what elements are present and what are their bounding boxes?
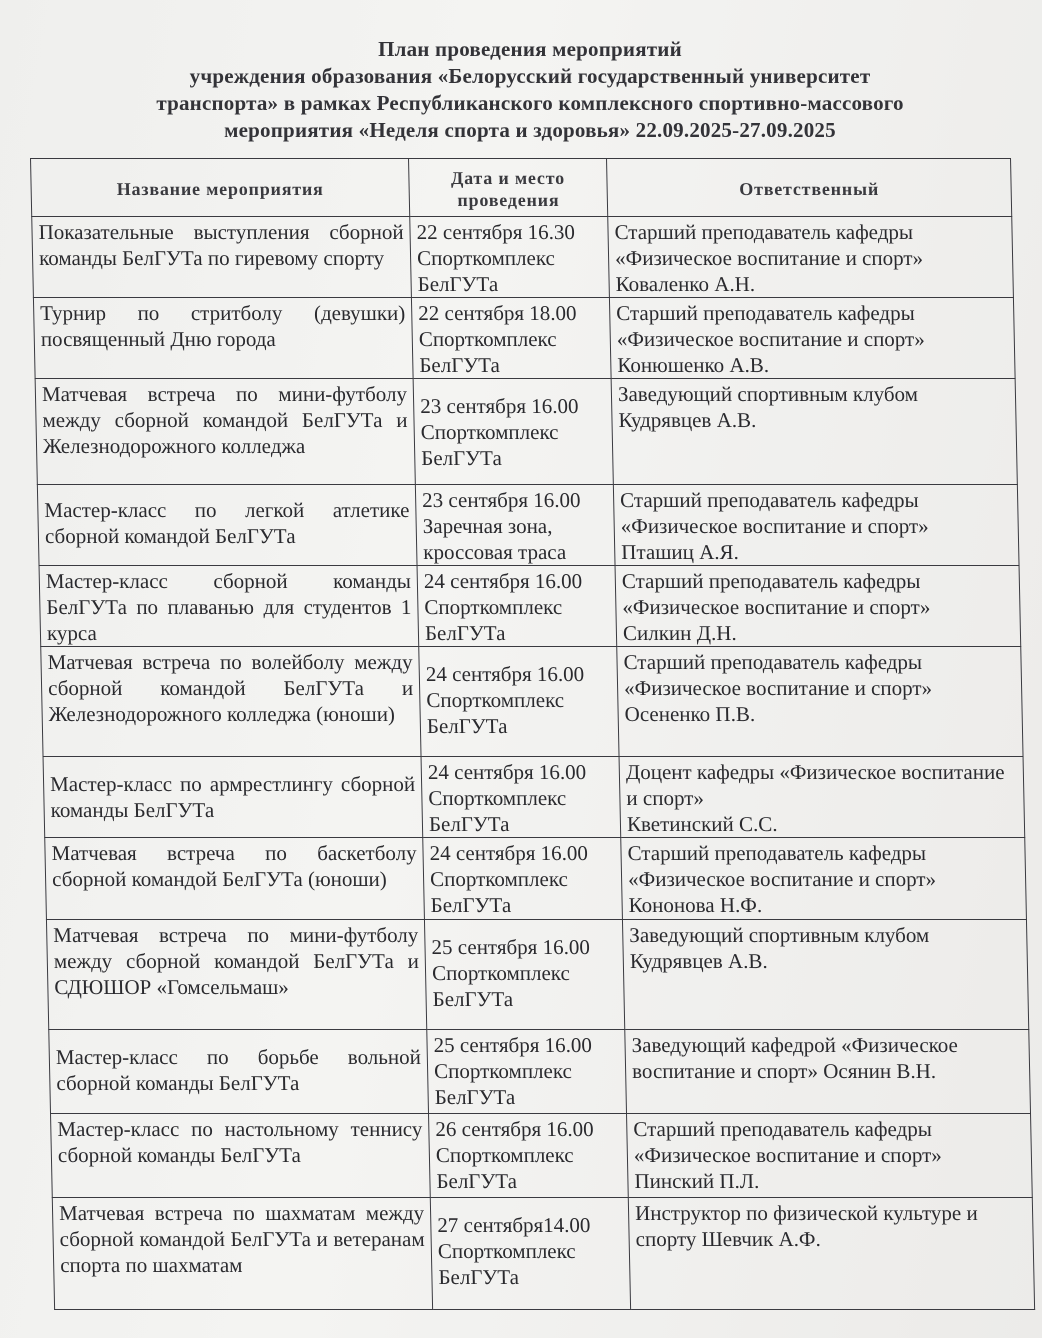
event-date: 24 сентября 16.00: [427, 760, 587, 784]
event-place: Спорткомплекс БелГУТа: [416, 246, 556, 296]
event-place: Спорткомплекс БелГУТа: [426, 688, 565, 738]
table-header-row: [31, 159, 1012, 217]
event-place: Спорткомплекс БелГУТа: [428, 786, 567, 836]
document-title: [60, 36, 1000, 144]
responsible-name: Осянин В.Н.: [822, 1059, 937, 1083]
event-date: 23 сентября 16.00: [419, 394, 579, 418]
event-responsible: [617, 647, 1023, 757]
event-date-place: [413, 379, 613, 485]
event-name: Турнир по стритболу (девушки) посвященный Дню города: [33, 298, 413, 379]
responsible-position: Доцент кафедры «Физическое воспитание и спорт»: [625, 760, 1005, 810]
responsible-name: Силкин Д.Н.: [622, 621, 737, 645]
event-place: Спорткомплекс БелГУТа: [435, 1143, 574, 1193]
event-date: 26 сентября 16.00: [435, 1117, 594, 1141]
event-date-place: [417, 566, 617, 647]
event-place: Спорткомплекс БелГУТа: [418, 327, 557, 377]
event-name: Показательные выступления сборной команды БелГУТа по гиревому спорту: [32, 217, 412, 298]
event-date-place: [424, 920, 624, 1030]
event-date: 23 сентября 16.00: [421, 488, 581, 512]
responsible-name: Коваленко А.Н.: [615, 272, 756, 296]
event-place: Спорткомплекс БелГУТа: [433, 1059, 573, 1109]
responsible-position: Заведующий спортивным клубом: [617, 382, 919, 406]
table-row: [39, 566, 1021, 647]
responsible-name: Пташиц А.Я.: [621, 540, 740, 564]
header-date-line2: проведения: [457, 189, 560, 210]
responsible-position: Старший преподаватель кафедры «Физическое воспитание и спорт»: [619, 488, 929, 538]
event-place: Спорткомплекс БелГУТа: [420, 420, 559, 470]
responsible-position: Заведующий кафедрой «Физическое воспитание и спорт»: [631, 1033, 959, 1083]
responsible-name: Кветинский С.С.: [626, 812, 778, 836]
event-name: Матчевая встреча по волейболу между сборной командой БелГУТа и Железнодорожного колледжа (юноши): [41, 647, 421, 757]
title-line: План проведения мероприятий: [378, 37, 682, 61]
responsible-position: Старший преподаватель кафедры «Физическое воспитание и спорт»: [621, 569, 931, 619]
table-row: [41, 647, 1023, 757]
events-table: [30, 158, 1035, 1310]
responsible-position: Старший преподаватель кафедры «Физическое воспитание и спорт»: [614, 220, 924, 270]
table-row: [32, 217, 1014, 298]
responsible-position: Заведующий спортивным клубом: [629, 923, 930, 947]
responsible-name: Конюшенко А.В.: [617, 353, 770, 377]
event-responsible: [609, 298, 1015, 379]
event-date: 24 сентября 16.00: [423, 569, 583, 593]
event-place: Заречная зона, кроссовая траса: [422, 514, 567, 564]
event-date: 27 сентября14.00: [437, 1213, 591, 1237]
table-row: [37, 485, 1019, 566]
event-responsible: [615, 566, 1021, 647]
table-row: [43, 757, 1025, 838]
responsible-position: Старший преподаватель кафедры «Физическое воспитание и спорт»: [627, 841, 937, 891]
header-event-name: Название мероприятия: [31, 159, 410, 217]
header-date-place: [409, 159, 608, 217]
event-responsible: [613, 485, 1019, 566]
event-date: 22 сентября 18.00: [417, 301, 577, 325]
table-row: [52, 1198, 1034, 1310]
event-place: Спорткомплекс БелГУТа: [437, 1239, 576, 1289]
event-responsible: [619, 757, 1025, 838]
event-date-place: [429, 1114, 629, 1198]
table-row: [33, 298, 1015, 379]
event-date-place: [423, 838, 623, 920]
table-row: [45, 838, 1027, 920]
event-date: 22 сентября 16.30: [416, 220, 576, 244]
table-row: [51, 1114, 1033, 1198]
event-responsible: [625, 1030, 1031, 1114]
event-date-place: [419, 647, 619, 757]
event-responsible: [622, 920, 1028, 1030]
table-row: [46, 920, 1028, 1030]
event-name: Мастер-класс по борьбе вольной сборной команды БелГУТа: [49, 1030, 429, 1114]
event-name: Матчевая встреча по мини-футболу между сборной командой БелГУТа и СДЮШОР «Гомсельмаш»: [46, 920, 426, 1030]
event-responsible: [627, 1114, 1033, 1198]
table-row: [35, 379, 1017, 485]
responsible-name: Осененко П.В.: [624, 702, 756, 726]
responsible-position: Инструктор по физической культуре и спорту: [634, 1201, 978, 1251]
event-place: Спорткомплекс БелГУТа: [429, 867, 569, 917]
event-name: Матчевая встреча по шахматам между сборной командой БелГУТа и ветеранам спорта по шахматам: [52, 1198, 432, 1310]
header-date-line1: Дата и место: [450, 167, 566, 188]
event-date-place: [421, 757, 621, 838]
title-line: мероприятия «Неделя спорта и здоровья» 22.09.2025-27.09.2025: [224, 118, 836, 142]
event-name: Мастер-класс по легкой атлетике сборной командой БелГУТа: [37, 485, 417, 566]
responsible-position: Старший преподаватель кафедры «Физическое воспитание и спорт»: [615, 301, 925, 351]
event-date-place: [410, 217, 610, 298]
responsible-name: Кононова Н.Ф.: [628, 893, 763, 917]
responsible-name: Пинский П.Л.: [634, 1169, 760, 1193]
responsible-name: Шевчик А.Ф.: [701, 1227, 821, 1251]
event-date-place: [415, 485, 615, 566]
event-responsible: [608, 217, 1014, 298]
event-date: 25 сентября 16.00: [433, 1033, 593, 1057]
event-name: Матчевая встреча по мини-футболу между сборной командой БелГУТа и Железнодорожного колледжа: [35, 379, 415, 485]
event-date: 25 сентября 16.00: [431, 935, 591, 959]
event-place: Спорткомплекс БелГУТа: [431, 961, 571, 1011]
responsible-position: Старший преподаватель кафедры «Физическое воспитание и спорт»: [623, 650, 933, 700]
event-date-place: [427, 1030, 627, 1114]
title-line: учреждения образования «Белорусский государственный университет: [189, 64, 871, 88]
event-responsible: [611, 379, 1017, 485]
responsible-position: Старший преподаватель кафедры «Физическое воспитание и спорт»: [633, 1117, 943, 1167]
responsible-name: Кудрявцев А.В.: [629, 949, 768, 973]
title-line: транспорта» в рамках Республиканского комплексного спортивно-массового: [156, 91, 904, 115]
event-date: 24 сентября 16.00: [429, 841, 589, 865]
event-name: Матчевая встреча по баскетболу сборной командой БелГУТа (юноши): [45, 838, 425, 920]
event-date-place: [430, 1198, 630, 1310]
table-row: [49, 1030, 1031, 1114]
event-responsible: [621, 838, 1027, 920]
header-responsible: Ответственный: [607, 159, 1012, 217]
event-date-place: [411, 298, 611, 379]
event-responsible: [628, 1198, 1034, 1310]
event-place: Спорткомплекс БелГУТа: [424, 595, 563, 645]
event-name: Мастер-класс по армрестлингу сборной команды БелГУТа: [43, 757, 423, 838]
event-date: 24 сентября 16.00: [425, 662, 585, 686]
responsible-name: Кудрявцев А.В.: [618, 408, 757, 432]
event-name: Мастер-класс по настольному теннису сборной команды БелГУТа: [51, 1114, 431, 1198]
event-name: Мастер-класс сборной команды БелГУТа по плаванью для студентов 1 курса: [39, 566, 419, 647]
